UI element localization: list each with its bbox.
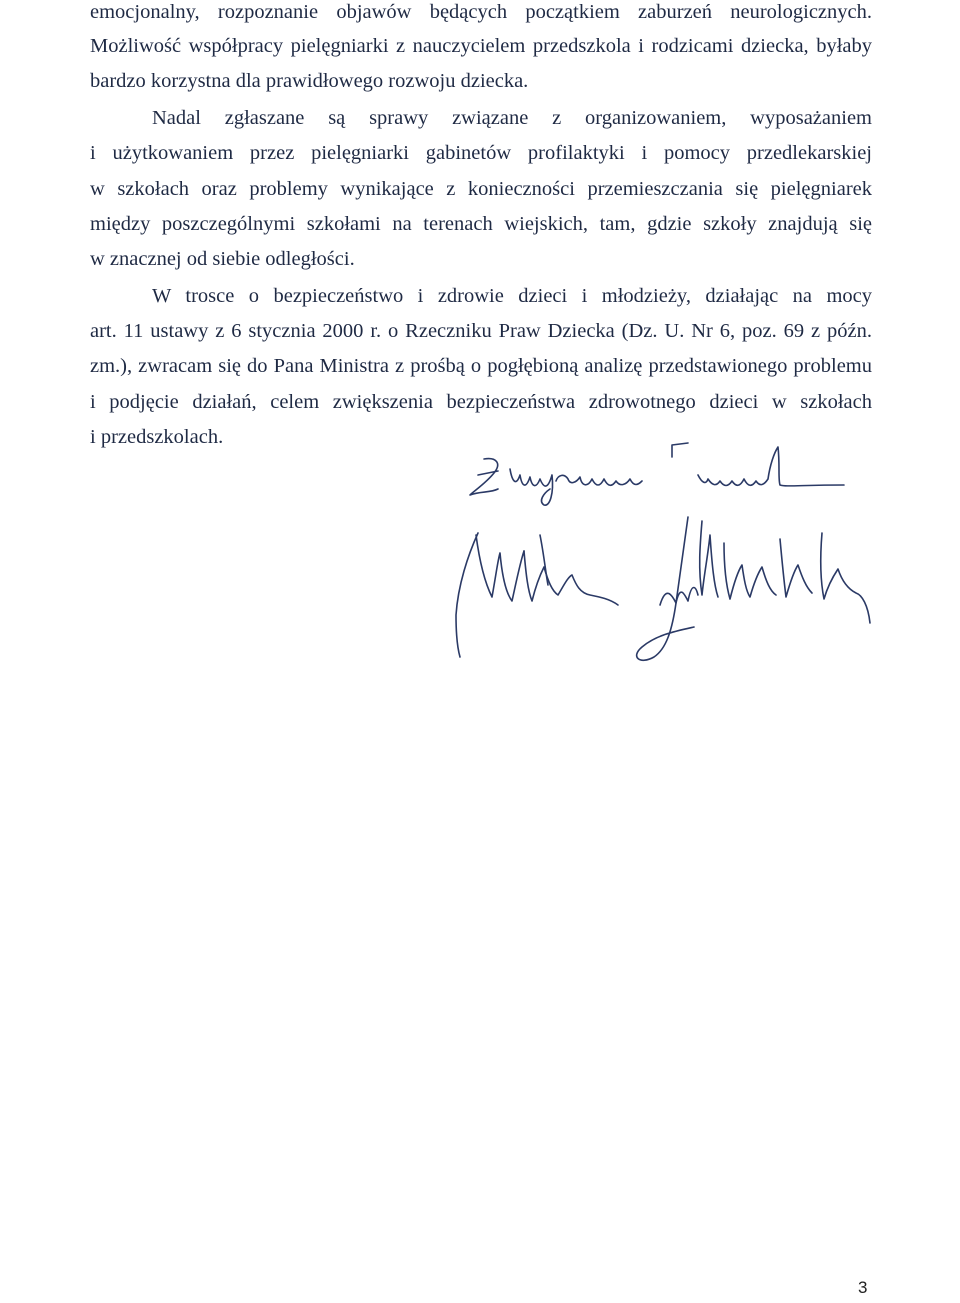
paragraph-line: art. 11 ustawy z 6 stycznia 2000 r. o Rzeczniku Praw Dziecka (Dz. U. Nr 6, poz. 69 z późn. — [90, 320, 872, 342]
paragraph-line: w szkołach oraz problemy wynikające z konieczności przemieszczania się pielęgniarek — [90, 178, 872, 200]
paragraph-line: W trosce o bezpieczeństwo i zdrowie dzieci i młodzieży, działając na mocy — [152, 285, 872, 307]
paragraph-line: między poszczególnymi szkołami na terenach wiejskich, tam, gdzie szkoły znajdują się — [90, 213, 872, 235]
paragraph-line: zm.), zwracam się do Pana Ministra z prośbą o pogłębioną analizę przedstawionego problemu — [90, 355, 872, 377]
paragraph-line: emocjonalny, rozpoznanie objawów będących początkiem zaburzeń neurologicznych. — [90, 1, 872, 23]
handwritten-signature — [440, 435, 890, 695]
paragraph-line: Możliwość współpracy pielęgniarki z nauczycielem przedszkola i rodzicami dziecka, byłaby — [90, 35, 872, 57]
paragraph-line: i przedszkolach. — [90, 426, 224, 448]
paragraph-line: w znacznej od siebie odległości. — [90, 248, 355, 270]
page-number: 3 — [858, 1278, 868, 1297]
paragraph-line: i użytkowaniem przez pielęgniarki gabinetów profilaktyki i pomocy przedlekarskiej — [90, 142, 872, 164]
paragraph-line: bardzo korzystna dla prawidłowego rozwoju dziecka. — [90, 70, 529, 92]
paragraph-line: i podjęcie działań, celem zwiększenia bezpieczeństwa zdrowotnego dzieci w szkołach — [90, 391, 872, 413]
paragraph-line: Nadal zgłaszane są sprawy związane z organizowaniem, wyposażaniem — [152, 107, 872, 129]
signature-drawing — [440, 435, 890, 695]
